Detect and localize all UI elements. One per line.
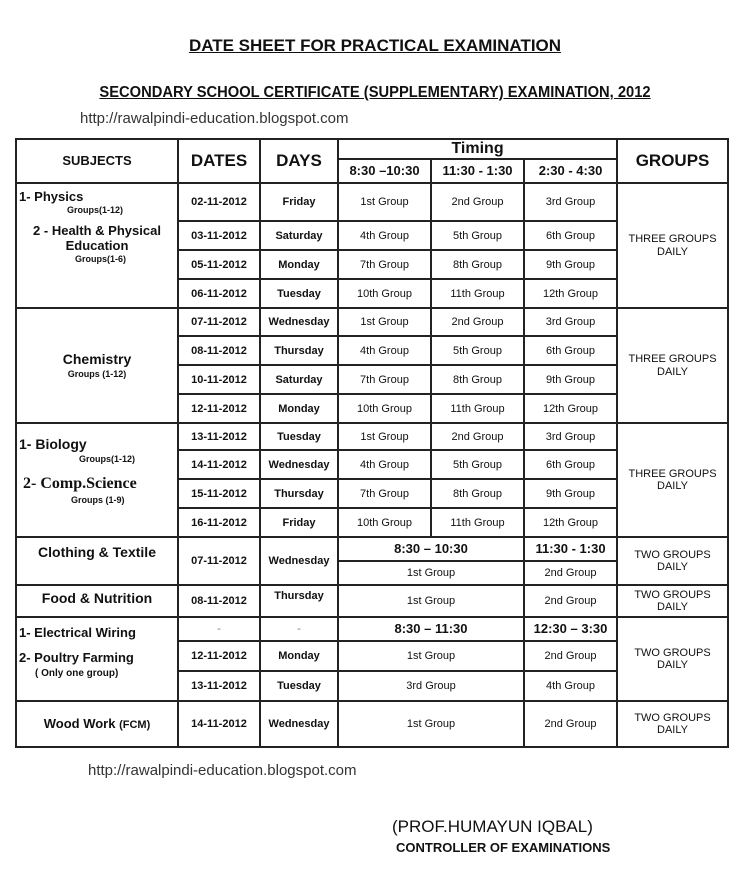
page-subtitle: SECONDARY SCHOOL CERTIFICATE (SUPPLEMENTARY) EXAMINATION, 2012: [99, 84, 651, 101]
day-cell: -: [260, 617, 338, 641]
group-cell: 7th Group: [338, 365, 431, 394]
groups-daily-cell: TWO GROUPS DAILY: [617, 617, 728, 701]
groups-daily-cell: TWO GROUPS DAILY: [617, 585, 728, 617]
subject-groups: Groups(1-6): [75, 253, 127, 264]
group-cell: 1st Group: [338, 561, 524, 585]
table-row: [16, 701, 728, 747]
subject-groups: Groups(1-12): [79, 454, 136, 465]
subject-food: Food & Nutrition: [16, 585, 178, 617]
group-cell: 6th Group: [524, 450, 617, 479]
group-cell: 3rd Group: [524, 423, 617, 450]
group-cell: 1st Group: [338, 641, 524, 671]
day-cell: Wednesday: [260, 537, 338, 585]
group-cell: 8th Group: [431, 365, 524, 394]
date-cell: 14-11-2012: [178, 701, 260, 747]
groups-daily-cell: THREE GROUPS DAILY: [617, 423, 728, 537]
subject-note: (FCM): [119, 718, 151, 731]
page-title: DATE SHEET FOR PRACTICAL EXAMINATION: [188, 36, 562, 55]
group-cell: 1st Group: [338, 183, 431, 221]
date-cell: 07-11-2012: [178, 537, 260, 585]
group-cell: 11th Group: [431, 394, 524, 423]
signatory-designation: CONTROLLER OF EXAMINATIONS: [396, 840, 611, 855]
subject-physics: 1- Physics: [19, 189, 84, 205]
group-cell: 4th Group: [338, 221, 431, 250]
group-cell: 12th Group: [524, 394, 617, 423]
day-cell: Tuesday: [260, 423, 338, 450]
table-row: [16, 308, 728, 336]
group-cell: 4th Group: [338, 336, 431, 365]
subject-groups: Groups (1-9): [71, 495, 125, 506]
groups-daily-cell: THREE GROUPS DAILY: [617, 183, 728, 308]
group-cell: 12th Group: [524, 279, 617, 308]
group-cell: 8th Group: [431, 479, 524, 508]
signatory-name: (PROF.HUMAYUN IQBAL): [392, 817, 593, 836]
group-cell: 9th Group: [524, 479, 617, 508]
date-cell: 12-11-2012: [178, 641, 260, 671]
subject-poultry: 2- Poultry Farming: [19, 650, 134, 666]
group-cell: 2nd Group: [524, 561, 617, 585]
day-cell: Wednesday: [260, 450, 338, 479]
group-cell: 12th Group: [524, 508, 617, 537]
date-sheet-table: [15, 138, 729, 748]
subject-health: 2 - Health & Physical Education: [33, 222, 161, 253]
day-cell: Wednesday: [260, 701, 338, 747]
day-cell: Thursday: [260, 336, 338, 365]
group-cell: 4th Group: [338, 450, 431, 479]
group-cell: 5th Group: [431, 221, 524, 250]
group-cell: 2nd Group: [524, 701, 617, 747]
day-cell: Wednesday: [260, 308, 338, 336]
date-cell: 07-11-2012: [178, 308, 260, 336]
group-cell: 2nd Group: [431, 308, 524, 336]
subject-woodwork: Wood Work: [43, 715, 116, 731]
slot-3-header: 2:30 - 4:30: [524, 159, 617, 183]
subject-electrical: 1- Electrical Wiring: [19, 625, 136, 641]
group-cell: 3rd Group: [338, 671, 524, 701]
slot-2-header: 11:30 - 1:30: [431, 159, 524, 183]
day-cell: Monday: [260, 641, 338, 671]
table-row: [16, 585, 728, 617]
date-cell: -: [178, 617, 260, 641]
table-row: [16, 423, 728, 450]
table-row: [16, 617, 728, 641]
subject-cell: [16, 701, 178, 747]
date-cell: 13-11-2012: [178, 671, 260, 701]
col-dates-header: DATES: [178, 139, 260, 183]
group-cell: 2nd Group: [524, 585, 617, 617]
date-cell: 13-11-2012: [178, 423, 260, 450]
group-cell: 1st Group: [338, 701, 524, 747]
day-cell: Monday: [260, 250, 338, 279]
group-cell: 4th Group: [524, 671, 617, 701]
date-cell: 15-11-2012: [178, 479, 260, 508]
date-cell: 02-11-2012: [178, 183, 260, 221]
table-row: [16, 537, 728, 561]
subject-groups: Groups(1-12): [67, 205, 124, 216]
slot-a-header: 8:30 – 11:30: [338, 617, 524, 641]
day-cell: Thursday: [260, 479, 338, 508]
group-cell: 11th Group: [431, 508, 524, 537]
date-cell: 12-11-2012: [178, 394, 260, 423]
subject-cell: [16, 183, 178, 308]
slot-b-header: 12:30 – 3:30: [524, 617, 617, 641]
group-cell: 5th Group: [431, 336, 524, 365]
url-top[interactable]: http://rawalpindi-education.blogspot.com: [80, 110, 349, 127]
slot-a-header: 8:30 – 10:30: [338, 537, 524, 561]
day-cell: Friday: [260, 183, 338, 221]
group-cell: 1st Group: [338, 423, 431, 450]
groups-daily-cell: TWO GROUPS DAILY: [617, 701, 728, 747]
url-bottom[interactable]: http://rawalpindi-education.blogspot.com: [88, 762, 357, 779]
day-cell: Monday: [260, 394, 338, 423]
col-subjects-header: SUBJECTS: [16, 139, 178, 183]
groups-daily-cell: THREE GROUPS DAILY: [617, 308, 728, 423]
date-cell: 16-11-2012: [178, 508, 260, 537]
group-cell: 7th Group: [338, 479, 431, 508]
day-cell: Saturday: [260, 365, 338, 394]
subject-cell: [16, 423, 178, 537]
group-cell: 9th Group: [524, 365, 617, 394]
group-cell: 2nd Group: [431, 183, 524, 221]
group-cell: 2nd Group: [431, 423, 524, 450]
date-cell: 06-11-2012: [178, 279, 260, 308]
col-timing-header: Timing: [338, 139, 617, 159]
subject-cell: [16, 308, 178, 423]
groups-daily-cell: TWO GROUPS DAILY: [617, 537, 728, 585]
slot-b-header: 11:30 - 1:30: [524, 537, 617, 561]
day-cell: Thursday: [260, 585, 338, 617]
subject-note: ( Only one group): [35, 668, 119, 680]
group-cell: 2nd Group: [524, 641, 617, 671]
group-cell: 6th Group: [524, 221, 617, 250]
slot-1-header: 8:30 –10:30: [338, 159, 431, 183]
subject-clothing: Clothing & Textile: [16, 537, 178, 585]
subject-cell: [16, 617, 178, 701]
day-cell: Tuesday: [260, 279, 338, 308]
group-cell: 1st Group: [338, 308, 431, 336]
group-cell: 7th Group: [338, 250, 431, 279]
group-cell: 3rd Group: [524, 183, 617, 221]
group-cell: 10th Group: [338, 279, 431, 308]
day-cell: Saturday: [260, 221, 338, 250]
date-cell: 03-11-2012: [178, 221, 260, 250]
date-cell: 14-11-2012: [178, 450, 260, 479]
group-cell: 11th Group: [431, 279, 524, 308]
date-cell: 05-11-2012: [178, 250, 260, 279]
group-cell: 9th Group: [524, 250, 617, 279]
group-cell: 10th Group: [338, 394, 431, 423]
date-cell: 08-11-2012: [178, 336, 260, 365]
day-cell: Friday: [260, 508, 338, 537]
subject-groups: Groups (1-12): [67, 368, 127, 379]
group-cell: 3rd Group: [524, 308, 617, 336]
group-cell: 10th Group: [338, 508, 431, 537]
col-days-header: DAYS: [260, 139, 338, 183]
subject-comp-science: 2- Comp.Science: [23, 474, 137, 492]
date-cell: 10-11-2012: [178, 365, 260, 394]
date-cell: 08-11-2012: [178, 585, 260, 617]
col-groups-header: GROUPS: [617, 139, 728, 183]
subject-biology: 1- Biology: [19, 436, 87, 453]
group-cell: 5th Group: [431, 450, 524, 479]
group-cell: 8th Group: [431, 250, 524, 279]
subject-chemistry: Chemistry: [62, 350, 132, 367]
table-row: [16, 183, 728, 221]
day-cell: Tuesday: [260, 671, 338, 701]
group-cell: 6th Group: [524, 336, 617, 365]
group-cell: 1st Group: [338, 585, 524, 617]
